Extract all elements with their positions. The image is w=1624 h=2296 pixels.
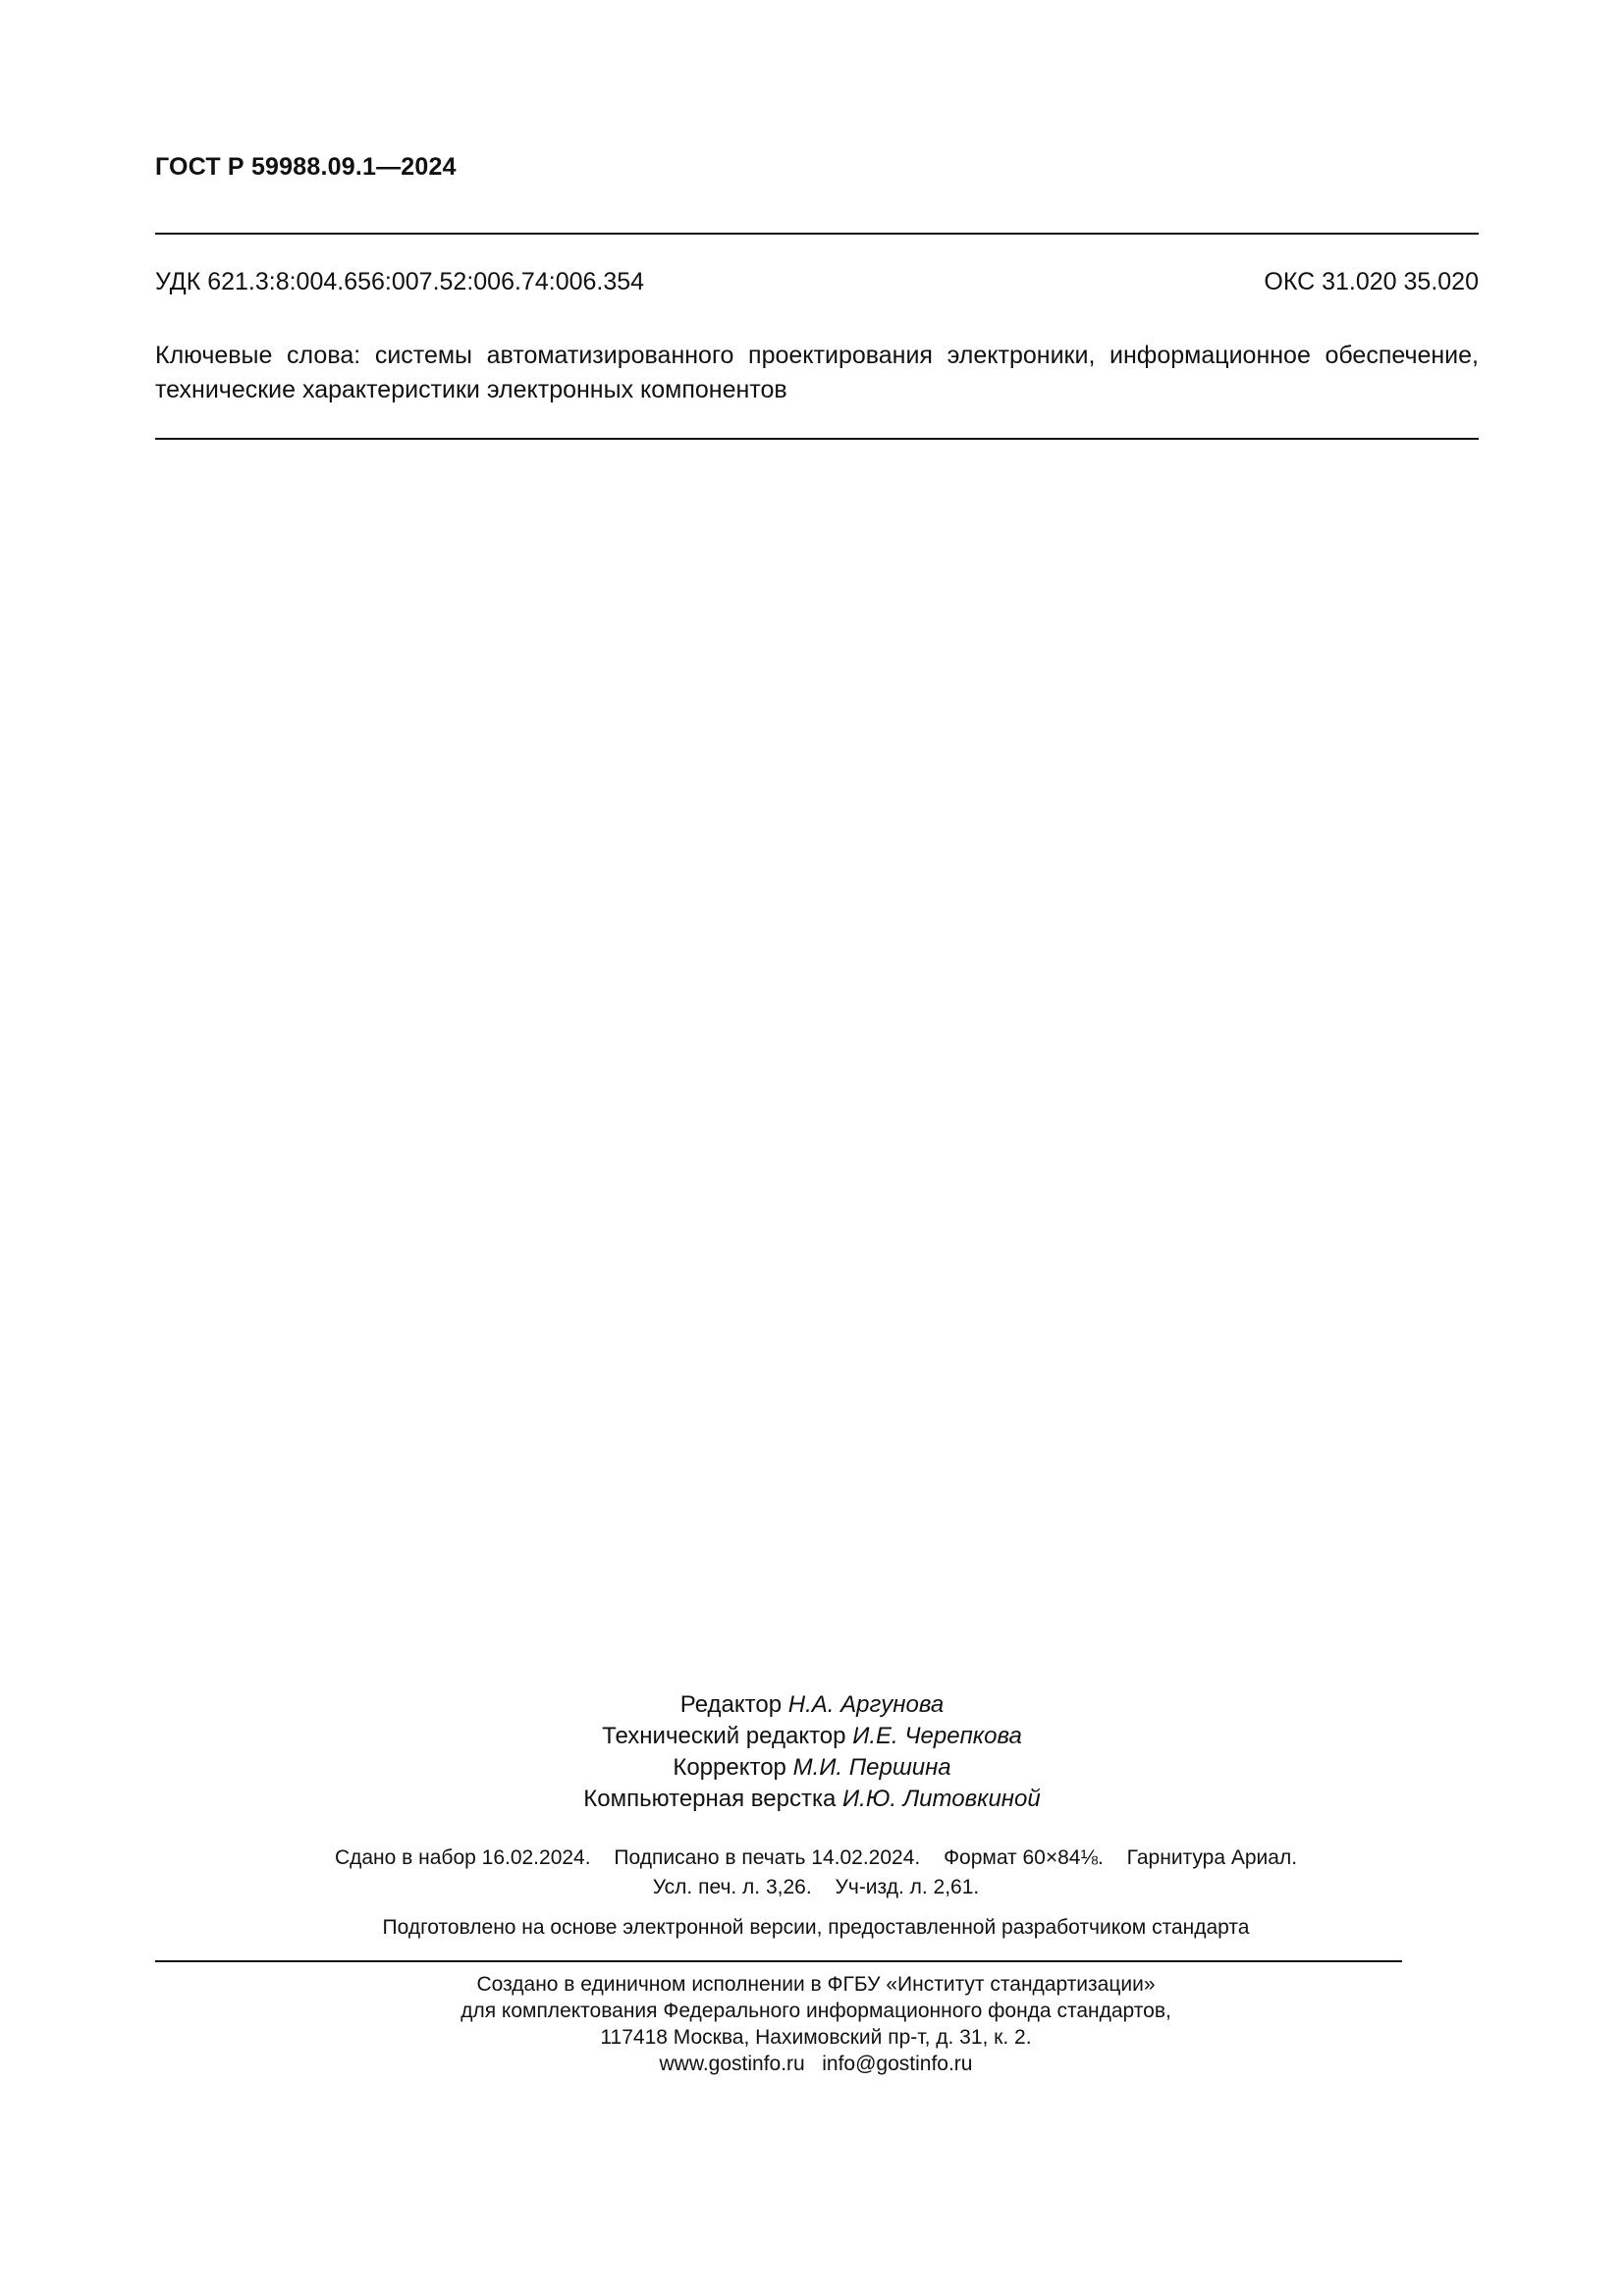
imprint-divider xyxy=(155,1960,1402,1962)
udk-code: УДК 621.3:8:004.656:007.52:006.74:006.354 xyxy=(155,268,645,295)
publication-line-2 xyxy=(0,1873,1624,1902)
credit-editor xyxy=(0,1689,1624,1721)
oks-code: ОКС 31.020 35.020 xyxy=(1264,268,1479,295)
credit-name: И.Ю. Литовкиной xyxy=(842,1786,1041,1812)
top-divider xyxy=(155,233,1479,235)
email-link[interactable]: info@gostinfo.ru xyxy=(822,2053,973,2075)
submitted-date: Сдано в набор 16.02.2024. xyxy=(334,1846,591,1869)
website-link[interactable]: www.gostinfo.ru xyxy=(659,2053,805,2075)
publication-line-1 xyxy=(0,1843,1624,1873)
credit-name: И.Е. Черепкова xyxy=(852,1723,1022,1749)
edition-sheets: Уч-изд. л. 2,61. xyxy=(835,1876,980,1898)
standard-code: ГОСТ Р 59988.09.1—2024 xyxy=(155,153,457,181)
imprint-line: Создано в единичном исполнении в ФГБУ «Институт стандартизации» xyxy=(476,1973,1156,1996)
credit-role: Компьютерная верстка xyxy=(583,1786,837,1812)
credits-block xyxy=(0,1689,1624,1815)
credit-name: М.И. Першина xyxy=(792,1754,951,1781)
prepared-note: Подготовлено на основе электронной версии, предоставленной разработчиком стандарта xyxy=(382,1916,1250,1939)
credit-tech-editor xyxy=(0,1721,1624,1752)
signed-date: Подписано в печать 14.02.2024. xyxy=(614,1846,921,1869)
keywords: Ключевые слова: системы автоматизированного проектирования электроники, информационное обеспечение, технические характеристики электронных компонентов xyxy=(155,342,1479,403)
typeface: Гарнитура Ариал. xyxy=(1126,1846,1298,1869)
keywords-divider xyxy=(155,438,1479,440)
imprint-address: 117418 Москва, Нахимовский пр-т, д. 31, к. 2. xyxy=(600,2026,1032,2049)
credit-role: Редактор xyxy=(679,1691,783,1718)
credit-role: Технический редактор xyxy=(602,1723,846,1749)
credit-name: Н.А. Аргунова xyxy=(787,1691,945,1718)
classification-row xyxy=(155,268,1479,296)
paper-format: Формат 60×84⅛. xyxy=(944,1846,1104,1869)
credit-role: Корректор xyxy=(673,1754,786,1781)
imprint-line: для комплектования Федерального информационного фонда стандартов, xyxy=(460,2000,1171,2022)
publication-details xyxy=(0,1843,1624,1902)
credit-layout xyxy=(0,1784,1624,1815)
print-sheets: Усл. печ. л. 3,26. xyxy=(652,1876,812,1898)
imprint-block xyxy=(0,1971,1624,2077)
imprint-contacts xyxy=(0,2051,1624,2077)
credit-proofreader xyxy=(0,1752,1624,1784)
